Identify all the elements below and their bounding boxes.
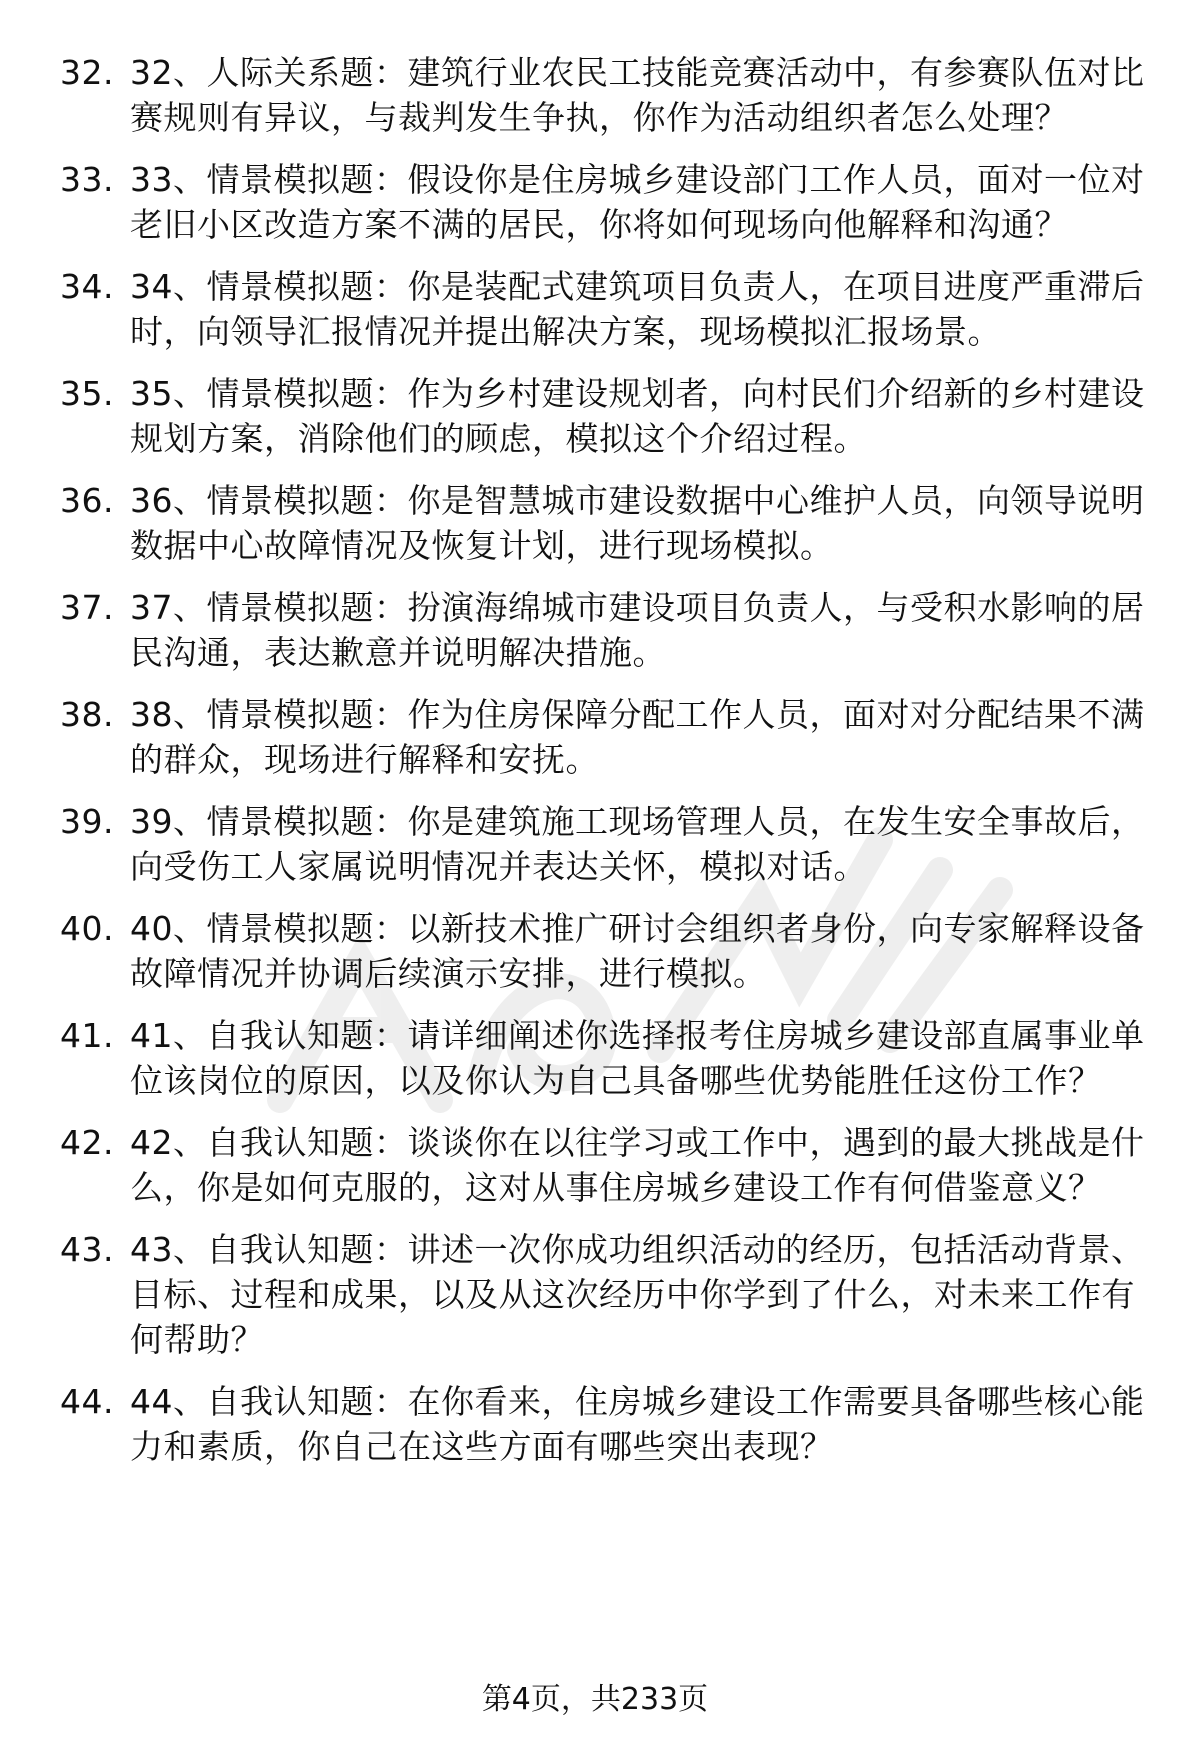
- question-number: 42.: [60, 1123, 114, 1162]
- question-text: 40、情景模拟题：以新技术推广研讨会组织者身份，向专家解释设备故障情况并协调后续演示安排，进行模拟。: [130, 909, 1145, 993]
- question-number: 40.: [60, 909, 114, 948]
- page-footer: 第4页，共233页: [481, 1682, 709, 1717]
- question-number: 36.: [60, 481, 114, 520]
- question-text: 39、情景模拟题：你是建筑施工现场管理人员，在发生安全事故后，向受伤工人家属说明情况并表达关怀，模拟对话。: [130, 802, 1145, 886]
- question-number: 41.: [60, 1016, 114, 1055]
- question-text: 35、情景模拟题：作为乡村建设规划者，向村民们介绍新的乡村建设规划方案，消除他们的顾虑，模拟这个介绍过程。: [130, 374, 1145, 458]
- question-text: 41、自我认知题：请详细阐述你选择报考住房城乡建设部直属事业单位该岗位的原因，以及你认为自己具备哪些优势能胜任这份工作？: [130, 1016, 1145, 1100]
- question-item: [60, 692, 1160, 782]
- question-text: 43、自我认知题：讲述一次你成功组织活动的经历，包括活动背景、目标、过程和成果，以及从这次经历中你学到了什么，对未来工作有何帮助？: [130, 1230, 1145, 1359]
- question-item: [60, 264, 1160, 354]
- question-number: 39.: [60, 802, 114, 841]
- question-text: 42、自我认知题：谈谈你在以往学习或工作中，遇到的最大挑战是什么，你是如何克服的，这对从事住房城乡建设工作有何借鉴意义？: [130, 1123, 1145, 1207]
- question-item: [60, 157, 1160, 247]
- question-number: 37.: [60, 588, 114, 627]
- question-number: 35.: [60, 374, 114, 413]
- question-text: 36、情景模拟题：你是智慧城市建设数据中心维护人员，向领导说明数据中心故障情况及恢复计划，进行现场模拟。: [130, 481, 1145, 565]
- question-text: 44、自我认知题：在你看来，住房城乡建设工作需要具备哪些核心能力和素质，你自己在这些方面有哪些突出表现？: [130, 1382, 1145, 1466]
- question-item: [60, 799, 1160, 889]
- question-item: [60, 1013, 1160, 1103]
- question-item: [60, 906, 1160, 996]
- question-text: 34、情景模拟题：你是装配式建筑项目负责人，在项目进度严重滞后时，向领导汇报情况并提出解决方案，现场模拟汇报场景。: [130, 267, 1145, 351]
- question-item: [60, 50, 1160, 140]
- question-number: 38.: [60, 695, 114, 734]
- question-item: [60, 1379, 1160, 1469]
- question-text: 32、人际关系题：建筑行业农民工技能竞赛活动中，有参赛队伍对比赛规则有异议，与裁判发生争执，你作为活动组织者怎么处理？: [130, 53, 1145, 137]
- question-text: 38、情景模拟题：作为住房保障分配工作人员，面对对分配结果不满的群众，现场进行解释和安抚。: [130, 695, 1145, 779]
- question-item: [60, 1120, 1160, 1210]
- question-item: [60, 478, 1160, 568]
- question-list: [60, 50, 1160, 1486]
- question-text: 33、情景模拟题：假设你是住房城乡建设部门工作人员，面对一位对老旧小区改造方案不满的居民，你将如何现场向他解释和沟通？: [130, 160, 1145, 244]
- question-item: [60, 371, 1160, 461]
- question-item: [60, 585, 1160, 675]
- question-text: 37、情景模拟题：扮演海绵城市建设项目负责人，与受积水影响的居民沟通，表达歉意并说明解决措施。: [130, 588, 1145, 672]
- question-number: 34.: [60, 267, 114, 306]
- question-number: 44.: [60, 1382, 114, 1421]
- question-number: 32.: [60, 53, 114, 92]
- question-number: 43.: [60, 1230, 114, 1269]
- question-item: [60, 1227, 1160, 1362]
- question-number: 33.: [60, 160, 114, 199]
